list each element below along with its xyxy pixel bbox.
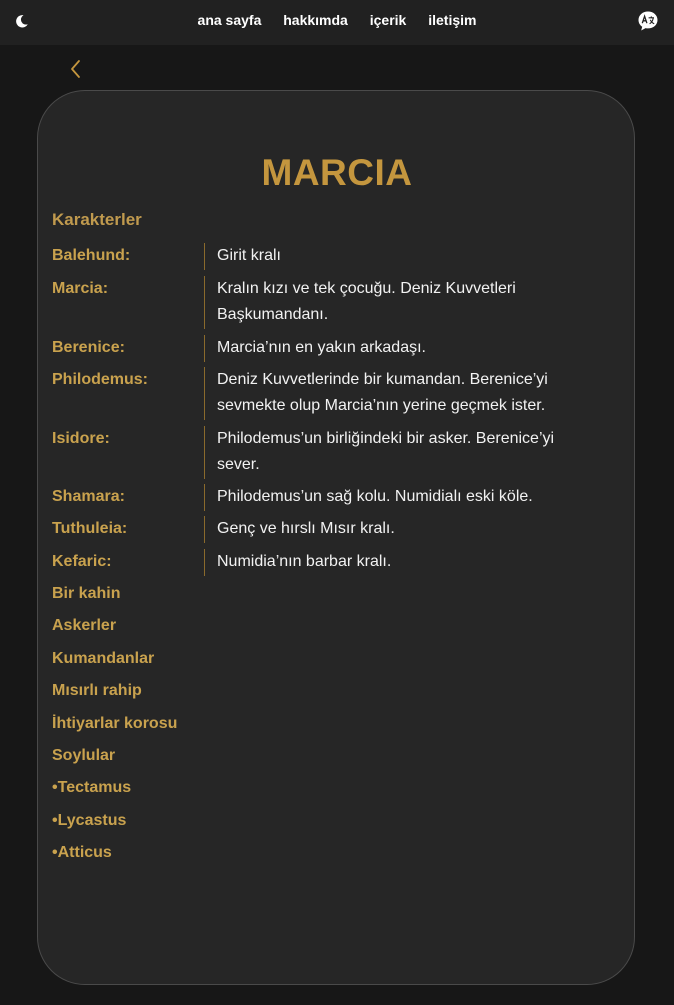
character-description: Girit kralı	[204, 243, 597, 270]
character-name: Kumandanlar	[52, 650, 155, 667]
character-name: Bir kahin	[52, 585, 121, 602]
character-name: Kefaric:	[52, 553, 112, 570]
nav-link-home[interactable]: ana sayfa	[197, 12, 262, 28]
character-description: Numidia’nın barbar kralı.	[204, 549, 597, 576]
top-navigation-bar	[0, 0, 674, 45]
character-name: Isidore:	[52, 430, 110, 447]
character-name: Marcia:	[52, 280, 109, 297]
main-nav	[0, 12, 674, 28]
character-name: Askerler	[52, 617, 117, 634]
character-name: Tuthuleia:	[52, 520, 128, 537]
character-name: Mısırlı rahip	[52, 682, 142, 699]
character-name: Shamara:	[52, 488, 125, 505]
character-name: •Tectamus	[52, 779, 132, 796]
character-name: •Lycastus	[52, 812, 127, 829]
character-description: Genç ve hırslı Mısır kralı.	[204, 516, 597, 543]
character-name: İhtiyarlar korosu	[52, 715, 178, 732]
character-description: Philodemus’un sağ kolu. Numidialı eski köle.	[204, 484, 597, 511]
page-title: MARCIA	[261, 152, 413, 193]
back-chevron-icon[interactable]	[68, 58, 84, 80]
nav-link-content[interactable]: içerik	[369, 12, 407, 28]
character-description: Kralın kızı ve tek çocuğu. Deniz Kuvvetleri Başkumandanı.	[204, 276, 597, 329]
character-description: Deniz Kuvvetlerinde bir kumandan. Berenice’yi sevmekte olup Marcia’nın yerine geçmek ister.	[204, 367, 597, 420]
section-title: Karakterler	[52, 210, 142, 229]
nav-link-contact[interactable]: iletişim	[428, 12, 477, 28]
character-name: Balehund:	[52, 247, 131, 264]
character-name: Soylular	[52, 747, 116, 764]
character-name: •Atticus	[52, 844, 112, 861]
character-description: Marcia’nın en yakın arkadaşı.	[204, 335, 597, 362]
nav-link-about[interactable]: hakkımda	[283, 12, 348, 28]
character-description: Philodemus’un birliğindeki bir asker. Berenice’yi sever.	[204, 426, 597, 479]
translate-icon[interactable]	[637, 10, 659, 32]
character-name: Berenice:	[52, 339, 125, 356]
character-name: Philodemus:	[52, 371, 149, 388]
